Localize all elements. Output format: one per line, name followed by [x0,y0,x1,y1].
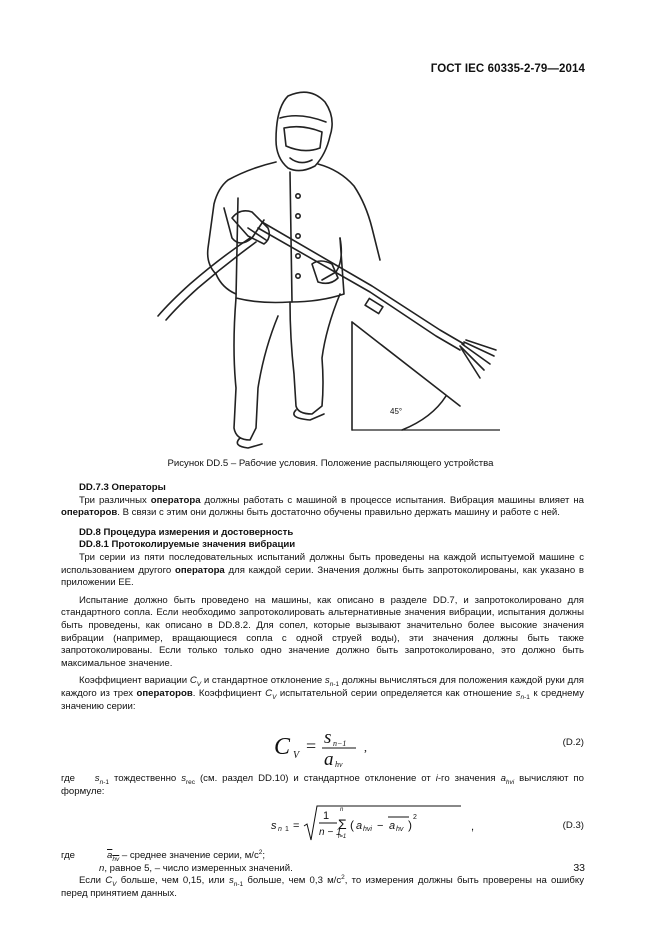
figure-caption: Рисунок DD.5 – Рабочие условия. Положение распыляющего устройства [167,458,494,469]
svg-text:i=1: i=1 [338,834,347,841]
section-dd73-title: DD.7.3 Операторы [79,482,166,493]
svg-text:,: , [364,740,367,755]
svg-text:hv: hv [396,826,404,834]
svg-text:a: a [356,820,363,833]
svg-text:Σ: Σ [338,816,347,833]
operator-figure [140,88,500,450]
section-dd81-title: DD.8.1 Протоколируемые значения вибрации [79,539,296,551]
svg-text:=: = [293,820,300,833]
paragraph-operators: Три различных оператора должны работать с машиной в процессе испытания. Вибрация машины влияет на операторов. В связи с этим они должны быть достаточно обучены правильно держать машину и работе с ней. [61,494,584,519]
svg-text:n − 1: n − 1 [319,827,342,839]
equation-d2-number: (D.2) [562,737,584,749]
svg-text:n: n [340,807,344,814]
equation-d3-graphic [271,802,491,846]
paragraph-coefficient: Коэффициент вариации $C_V$ и стандартное отклонение $s_{n-1}$ должны вычисляться для положения каждой руки для каждого из трех операторов. Коэффициент $C_V$ испытательной серии определяется как отношение $s_{n-1}$ к среднему значению серии: [61,675,584,712]
svg-text:V: V [293,750,300,762]
definition-n: n, равное 5, – число измеренных значений. [99,862,293,874]
svg-text:1: 1 [285,826,289,834]
angle-label: 45° [390,407,403,416]
svg-text:2: 2 [413,814,417,822]
svg-text:a: a [389,820,396,833]
standard-header: ГОСТ IEC 60335-2-79—2014 [430,63,585,75]
section-dd8-title: DD.8 Процедура измерения и достоверность [79,526,294,538]
svg-text:n: n [278,826,282,834]
equation-d2-graphic [266,723,466,767]
equation-d3-number: (D.3) [562,820,584,832]
paragraph-test-nozzle: Испытание должно быть проведено на машины, как описано в разделе DD.7, и запротоколировано для стандартного сопла. Если необходимо запротоколировать альтернативные значения вибрации, испытания должны быть проведены, как описано в DD.8.2. Для сопел, которые вызывают значительно более высокие значения вибрации (например, вращающиеся сопла с одной струей воды), эти значения должны быть также запротоколированы. Если только только одно значение должно быть запротоколировано, это должно быть максимальное значение. [61,594,584,669]
svg-text:C: C [274,734,291,761]
svg-text:−: − [377,820,384,833]
svg-text:1: 1 [323,810,330,823]
svg-text:=: = [306,736,317,757]
page-number: 33 [573,862,585,874]
definition-mean: где $a_{hv}$ – среднее значение серии, $м/с^2$; [61,849,266,864]
svg-text:hvi: hvi [363,826,372,834]
svg-text:s: s [271,820,277,833]
svg-text:a: a [324,749,334,768]
svg-text:,: , [471,821,475,834]
equation-d2 [61,723,584,767]
paragraph-series: Три серии из пяти последовательных испытаний должны быть проведены на каждой испытуемой машине с использованием другого оператора для каждой серии. Значения должны быть запротоколированы, как указано в приложении ЕЕ. [61,551,585,589]
equation-d3 [61,802,584,846]
definition-sn1: где $s_{n-1}$ тождественно $s_{rec}$ (см. раздел DD.10) и стандартное отклонение от i-го значения $a_{hvi}$ вычисляют по формуле: [61,773,584,797]
svg-text:): ) [408,818,412,833]
svg-text:n−1: n−1 [333,739,347,749]
document-body [61,482,584,901]
svg-text:(: ( [350,818,354,833]
svg-text:hv: hv [335,760,343,768]
paragraph-check: Если $C_V$ больше, чем 0,15, или $s_{n-1}$ больше, чем 0,3 $м/с^2$, то измерения должны быть проверены на ошибку перед принятием данных. [61,874,584,900]
svg-text:s: s [324,727,332,749]
